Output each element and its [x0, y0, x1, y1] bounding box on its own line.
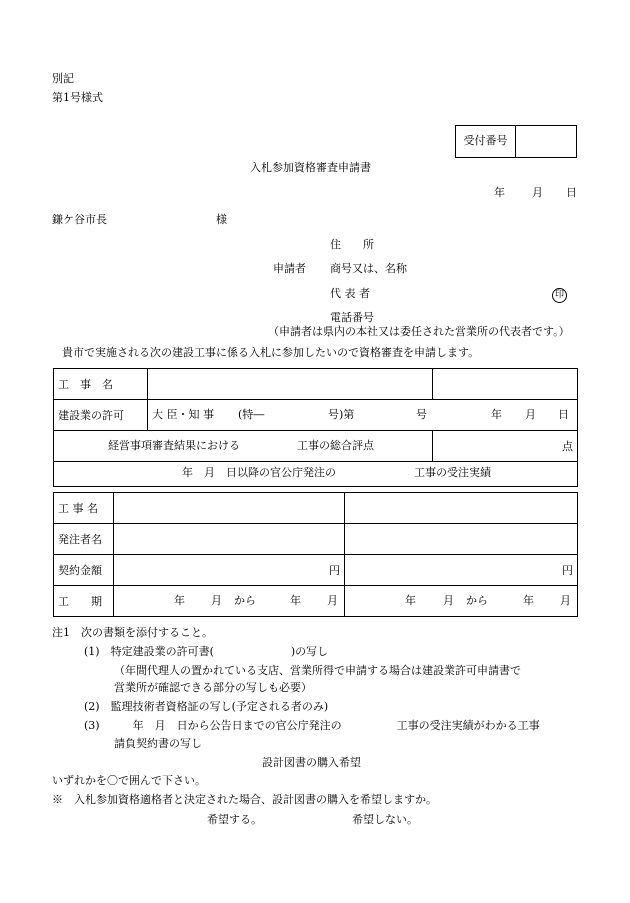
- record-period-label: 工 期: [54, 586, 114, 617]
- record-name-field-2[interactable]: [345, 493, 578, 524]
- note-item-3: (3) 年 月 日から公告日までの官公庁発注の 工事の受注実績がわかる工事: [84, 719, 540, 732]
- record-amount-field-2[interactable]: 円: [345, 555, 578, 586]
- purchase-no-option[interactable]: 希望しない。: [352, 813, 418, 826]
- license-day: 日: [558, 408, 569, 421]
- period-year-end: 年: [290, 594, 301, 607]
- table-row: [54, 524, 578, 555]
- period-month-end: 月: [327, 594, 338, 607]
- purchase-question: ※ 入札参加資格適格者と決定された場合、設計図書の購入を希望しますか。: [52, 793, 437, 806]
- record-header: [54, 462, 578, 487]
- seal-mark: 印: [552, 287, 567, 303]
- record-period-field-2[interactable]: [345, 586, 578, 617]
- table-row: [54, 555, 578, 586]
- date-month: 月: [532, 186, 543, 199]
- note-item-1b: （年間代理人の置かれている支店、営業所得で申請する場合は建設業許可申請書で: [114, 664, 521, 677]
- addressee-honorific: 様: [216, 213, 227, 226]
- note-1: 注1 次の書類を添付すること。: [52, 626, 213, 639]
- applicant-representative-label: 代 表 者: [330, 287, 370, 300]
- construction-name-label: 工 事 名: [54, 369, 148, 400]
- table-row: [54, 400, 578, 431]
- purchase-title: 設計図書の購入希望: [262, 756, 361, 769]
- record-amount-label: 契約金額: [54, 555, 114, 586]
- addressee-name: 鎌ケ谷市長: [52, 213, 107, 226]
- note-item-2: (2) 監理技術者資格証の写し(予定される者のみ): [84, 700, 329, 713]
- record-table: [53, 492, 578, 617]
- record-header-tail: 工事の受注実績: [414, 466, 491, 479]
- receipt-number-box: [455, 125, 577, 158]
- construction-name-field[interactable]: [148, 369, 433, 400]
- evaluation-label-text: 経営事項審査結果における: [108, 439, 240, 452]
- application-table: [53, 368, 578, 487]
- period-year-end-2: 年: [523, 594, 534, 607]
- record-period-field-1[interactable]: [114, 586, 345, 617]
- evaluation-label: [54, 431, 433, 462]
- purchase-instruction: いずれかを〇で囲んで下さい。: [52, 774, 206, 787]
- receipt-number-label: 受付番号: [456, 126, 516, 157]
- receipt-number-field[interactable]: [516, 126, 576, 157]
- document-title: 入札参加資格審査申請書: [250, 161, 371, 174]
- note-item-3b: 請負契約書の写し: [114, 737, 202, 750]
- applicant-note: （申請者は県内の本社又は委任された営業所の代表者です。）: [268, 325, 570, 338]
- table-row: [54, 369, 578, 400]
- note-item-1c: 営業所が確認できる部分の写しも必要）: [114, 681, 312, 694]
- record-header-date: 年 月 日以降の官公庁発注の: [182, 466, 336, 479]
- evaluation-score-label: 工事の総合評点: [297, 439, 374, 452]
- appendix-label: 別記: [52, 72, 74, 85]
- period-month-2: 月: [443, 594, 454, 607]
- table-row: [54, 431, 578, 462]
- period-year-2: 年: [405, 594, 416, 607]
- evaluation-score-field[interactable]: 点: [433, 431, 578, 462]
- record-name-label: 工 事 名: [54, 493, 114, 524]
- license-year: 年: [491, 408, 502, 421]
- license-label: 建設業の許可: [54, 400, 148, 431]
- applicant-address-label: 住 所: [330, 238, 374, 251]
- record-orderer-field-1[interactable]: [114, 524, 345, 555]
- applicant-phone-label: 電話番号: [330, 311, 374, 324]
- applicant-company-label: 商号又は、名称: [330, 262, 407, 275]
- construction-name-extra-field[interactable]: [433, 369, 578, 400]
- record-amount-field-1[interactable]: 円: [114, 555, 345, 586]
- table-row: [54, 586, 578, 617]
- period-from: から: [234, 594, 256, 607]
- record-name-field-1[interactable]: [114, 493, 345, 524]
- record-orderer-field-2[interactable]: [345, 524, 578, 555]
- purchase-yes-option[interactable]: 希望する。: [207, 813, 262, 826]
- table-row: [54, 493, 578, 524]
- applicant-label: 申請者: [273, 262, 306, 275]
- form-number: 第1号様式: [52, 91, 103, 104]
- period-year: 年: [174, 594, 185, 607]
- period-month: 月: [211, 594, 222, 607]
- date-year: 年: [494, 186, 505, 199]
- period-month-end-2: 月: [560, 594, 571, 607]
- note-item-1: (1) 特定建設業の許可書( )の写し: [84, 645, 329, 658]
- table-row: [54, 462, 578, 487]
- date-day: 日: [566, 186, 577, 199]
- record-orderer-label: 発注者名: [54, 524, 114, 555]
- intro-text: 貴市で実施される次の建設工事に係る入札に参加したいので資格審査を申請します。: [62, 346, 480, 359]
- license-details[interactable]: [148, 400, 578, 431]
- license-special: (特―: [238, 408, 265, 421]
- period-from-2: から: [466, 594, 488, 607]
- license-go: 号: [416, 408, 427, 421]
- license-month: 月: [525, 408, 536, 421]
- license-minister: 大 臣・知 事: [152, 408, 214, 421]
- license-number: 号)第: [328, 408, 355, 421]
